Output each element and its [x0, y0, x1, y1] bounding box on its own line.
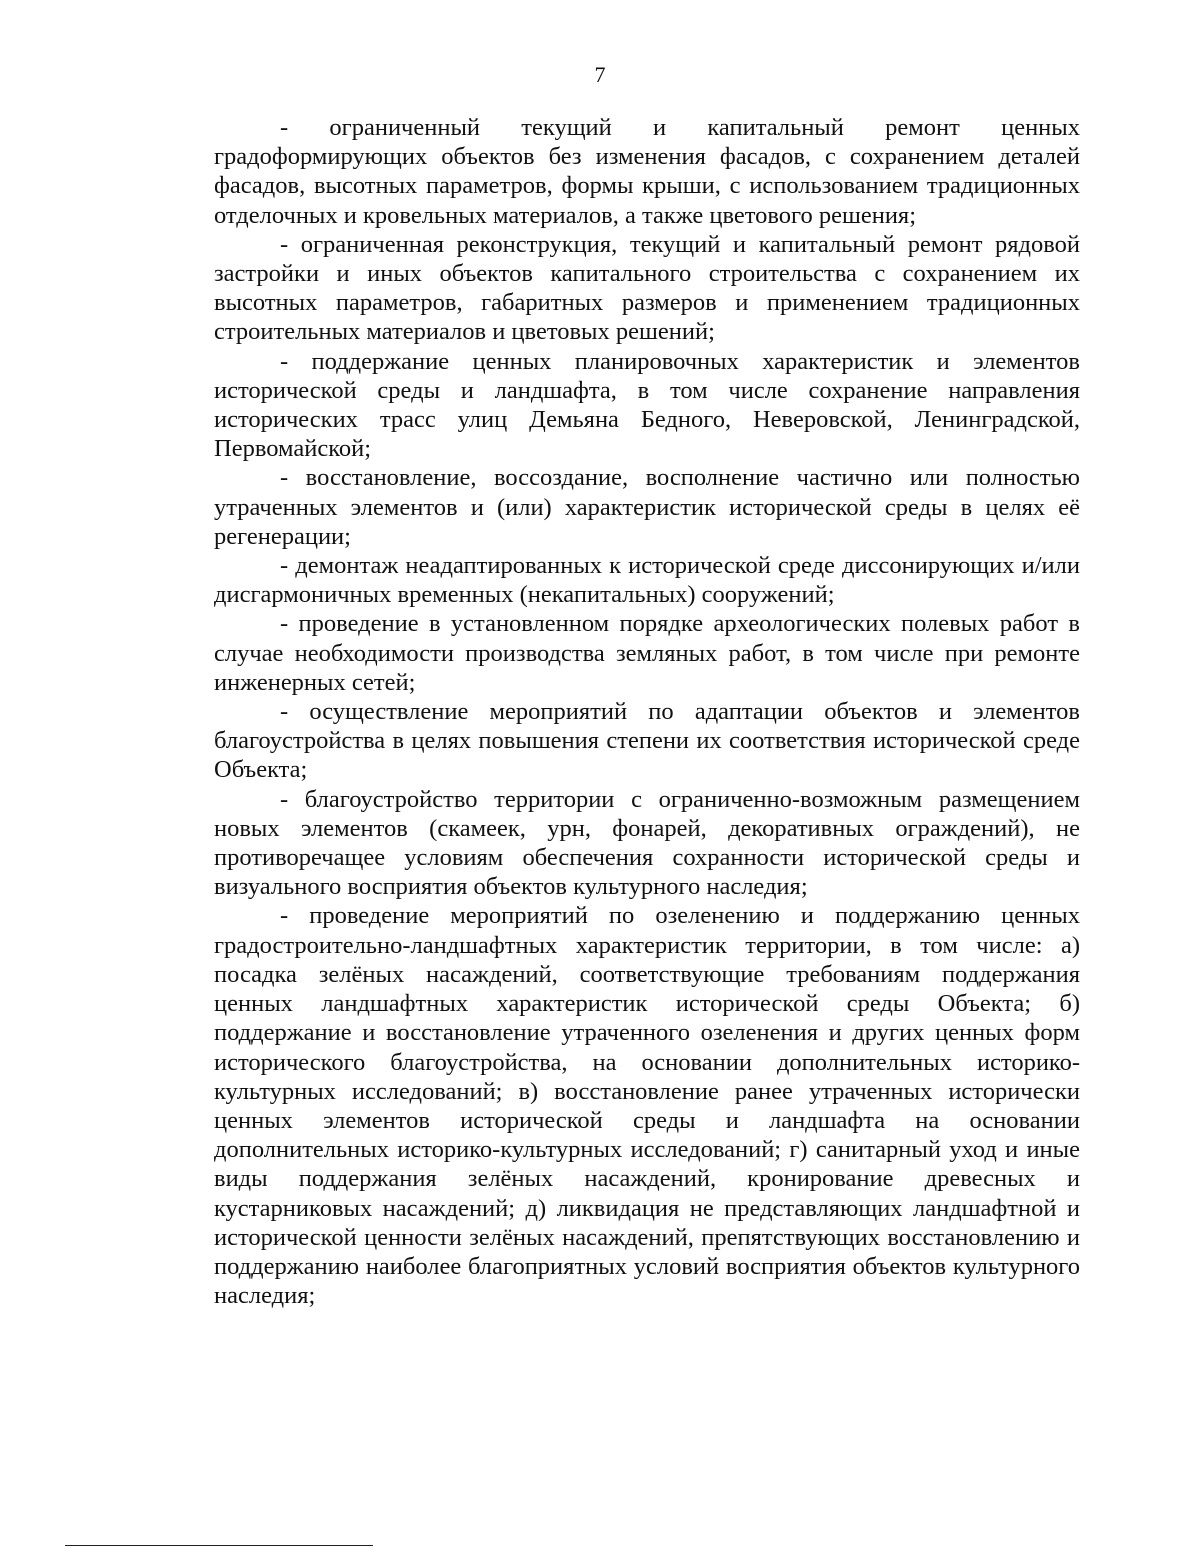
paragraph-landscaping: - благоустройство территории с ограниченно-возможным размещением новых элементов (скамеек, урн, фонарей, декоративных ограждений), не противоречащее условиям обеспечения сохранности исторической среды и визуального восприятия объектов культурного наследия;: [214, 785, 1080, 901]
document-body: [214, 113, 1080, 1310]
paragraph-adaptation: - осуществление мероприятий по адаптации объектов и элементов благоустройства в целях повышения степени их соответствия исторической среде Объекта;: [214, 698, 1080, 784]
paragraph-dismantling: - демонтаж неадаптированных к исторической среде диссонирующих и/или дисгармоничных временных (некапитальных) сооружений;: [214, 552, 1080, 609]
paragraph-archaeology: - проведение в установленном порядке археологических полевых работ в случае необходимости производства земляных работ, в том числе при ремонте инженерных сетей;: [214, 610, 1080, 696]
paragraph-capital-repair: - ограниченный текущий и капитальный ремонт ценных градоформирующих объектов без изменения фасадов, с сохранением деталей фасадов, высотных параметров, формы крыши, с использованием традиционных отделочных и кровельных материалов, а также цветового решения;: [214, 114, 1080, 229]
paragraph-reconstruction: - ограниченная реконструкция, текущий и капитальный ремонт рядовой застройки и иных объектов капитального строительства с сохранением их высотных параметров, габаритных размеров и применением традиционных строительных материалов и цветовых решений;: [214, 230, 1080, 346]
footnote-separator-line: [65, 1545, 373, 1546]
page-number: 7: [594, 62, 606, 87]
paragraph-restoration: - восстановление, воссоздание, восполнение частично или полностью утраченных элементов и (или) характеристик исторической среды в целях её регенерации;: [214, 464, 1080, 550]
paragraph-planning-characteristics: - поддержание ценных планировочных характеристик и элементов исторической среды и ландшафта, в том числе сохранение направления исторических трасс улиц Демьяна Бедного, Неверовской, Ленинградской, Первомайской;: [214, 347, 1080, 463]
paragraph-greening: - проведение мероприятий по озеленению и поддержанию ценных градостроительно-ландшафтных характеристик территории, в том числе: а) посадка зелёных насаждений, соответствующие требованиям поддержания ценных ландшафтных характеристик исторической среды Объекта; б) поддержание и восстановление утраченного озеленения и других ценных форм исторического благоустройства, на основании дополнительных историко-культурных исследований; в) восстановление ранее утраченных исторически ценных элементов исторической среды и ландшафта на основании дополнительных историко-культурных исследований; г) санитарный уход и иные виды поддержания зелёных насаждений, кронирование древесных и кустарниковых насаждений; д) ликвидация не представляющих ландшафтной и исторической ценности зелёных насаждений, препятствующих восстановлению и поддержанию наиболее благоприятных условий восприятия объектов культурного наследия;: [214, 902, 1080, 1310]
